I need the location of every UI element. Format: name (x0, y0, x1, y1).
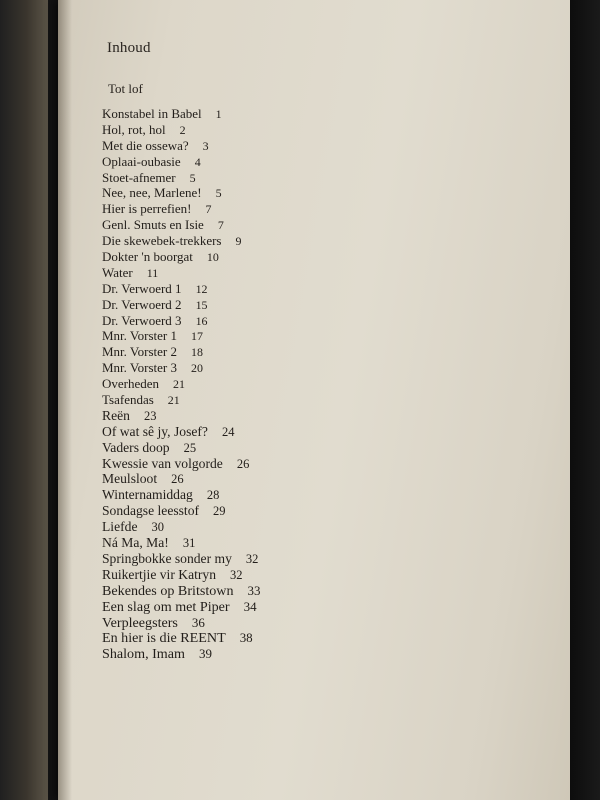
toc-entry-title: Tsafendas (102, 392, 154, 408)
toc-entry-title: Genl. Smuts en Isie (102, 217, 204, 233)
toc-entry-page-number: 4 (194, 154, 201, 169)
toc-entry-title: Dr. Verwoerd 1 (102, 280, 182, 296)
toc-entry-title: Ruikertjie vir Katryn (102, 566, 217, 582)
page-title: Inhoud (107, 40, 151, 56)
toc-entry (102, 360, 261, 376)
toc-entry-page-number: 21 (173, 377, 185, 392)
toc-entry-page-number: 11 (146, 265, 159, 280)
toc-entry-title: Liefde (102, 519, 138, 535)
toc-entry-title: Verpleegsters (102, 614, 178, 631)
toc-entry (102, 392, 261, 408)
section-heading: Tot lof (108, 81, 143, 96)
toc-entry (102, 551, 261, 567)
toc-entry (102, 154, 261, 170)
toc-entry-title: Hol, rot, hol (102, 121, 166, 137)
toc-entry-title: Die skewebek-trekkers (102, 233, 222, 249)
toc-entry-title: Stoet-afnemer (102, 169, 176, 185)
toc-entry-page-number: 15 (195, 297, 208, 312)
toc-entry-page-number: 7 (205, 202, 212, 217)
toc-entry-page-number: 26 (236, 456, 250, 471)
toc-entry (102, 233, 261, 249)
toc-entry-title: Oplaai-oubasie (102, 153, 181, 169)
toc-entry-title: Konstabel in Babel (102, 106, 202, 121)
toc-entry (102, 630, 261, 646)
toc-entry (102, 138, 261, 154)
background-strip (570, 0, 600, 800)
toc-entry-title: Met die ossewa? (102, 137, 189, 153)
toc-entry-title: Vaders doop (102, 439, 170, 455)
toc-entry (102, 503, 261, 519)
toc-entry (102, 599, 261, 615)
toc-entry-page-number: 30 (151, 520, 164, 535)
toc-entry-page-number: 5 (215, 186, 222, 201)
toc-entry-page-number: 17 (191, 329, 203, 344)
toc-entry-title: Nee, nee, Marlene! (102, 185, 202, 201)
toc-entry (102, 376, 261, 392)
toc-entry-title: Kwessie van volgorde (102, 455, 223, 471)
toc-entry-title: Mnr. Vorster 2 (102, 344, 177, 360)
toc-entry-title: Mnr. Vorster 3 (102, 360, 177, 376)
toc-entry-page-number: 29 (213, 504, 226, 519)
toc-entry (102, 249, 261, 265)
toc-entry-page-number: 26 (171, 472, 184, 487)
toc-entry (102, 106, 261, 122)
toc-entry-page-number: 18 (191, 345, 203, 360)
toc-entry-title: Overheden (102, 376, 160, 392)
toc-entry (102, 217, 261, 233)
toc-entry-title: Shalom, Imam (102, 646, 185, 663)
toc-entry-title: Of wat sê jy, Josef? (102, 423, 208, 439)
toc-entry-page-number: 5 (189, 170, 196, 185)
toc-entry (102, 265, 261, 281)
toc-entry-page-number: 34 (243, 598, 257, 614)
toc-entry (102, 583, 261, 599)
book-page (58, 0, 570, 800)
toc-entry-title: Een slag om met Piper (102, 598, 230, 615)
toc-entry-page-number: 38 (239, 630, 253, 646)
toc-entry (102, 456, 261, 472)
toc-entry-page-number: 2 (179, 122, 186, 137)
toc-entry-page-number: 3 (202, 138, 209, 153)
toc-entry-title: Dr. Verwoerd 2 (102, 296, 182, 312)
toc-entry (102, 297, 261, 313)
toc-entry-page-number: 36 (191, 614, 205, 630)
toc-entry (102, 615, 261, 631)
toc-entry (102, 535, 261, 551)
toc-entry-page-number: 7 (217, 218, 224, 233)
toc-entry (102, 408, 261, 424)
toc-entry (102, 487, 261, 503)
toc-entry-title: Mnr. Vorster 1 (102, 328, 177, 344)
toc-entry-title: Bekendes op Britstown (102, 582, 234, 599)
toc-entry-title: Meulsloot (102, 471, 158, 487)
toc-entry (102, 519, 261, 535)
toc-entry-page-number: 1 (215, 107, 222, 121)
table-of-contents (102, 106, 261, 662)
toc-entry-title: En hier is die REENT (102, 630, 226, 647)
toc-entry-page-number: 12 (195, 281, 208, 296)
toc-entry-page-number: 21 (167, 393, 180, 408)
toc-entry (102, 170, 261, 186)
toc-entry (102, 424, 261, 440)
toc-entry-title: Winternamiddag (102, 487, 193, 503)
toc-entry-page-number: 28 (206, 488, 220, 503)
toc-entry (102, 440, 261, 456)
toc-entry (102, 567, 261, 583)
toc-entry (102, 646, 261, 662)
toc-entry-title: Hier is perrefien! (102, 201, 192, 217)
toc-entry (102, 313, 261, 329)
toc-entry-title: Reën (102, 407, 130, 423)
toc-entry (102, 471, 261, 487)
page-gutter-shadow (58, 0, 72, 800)
toc-entry (102, 281, 261, 297)
adjacent-page-edge (0, 0, 48, 800)
toc-entry-title: Sondagse leesstof (102, 503, 200, 519)
toc-entry-page-number: 23 (143, 408, 157, 423)
toc-entry-page-number: 31 (182, 536, 196, 551)
toc-entry-title: Dr. Verwoerd 3 (102, 312, 182, 328)
toc-entry-page-number: 32 (245, 551, 259, 566)
toc-entry-title: Dokter 'n boorgat (102, 249, 193, 265)
toc-entry (102, 328, 261, 344)
toc-entry (102, 185, 261, 201)
toc-entry-page-number: 32 (230, 567, 243, 582)
toc-entry-page-number: 9 (235, 234, 242, 249)
toc-entry-page-number: 16 (195, 313, 208, 328)
toc-entry-page-number: 25 (183, 440, 197, 455)
toc-entry (102, 122, 261, 138)
toc-entry (102, 201, 261, 217)
toc-entry-page-number: 39 (199, 646, 212, 662)
toc-entry (102, 344, 261, 360)
toc-entry-title: Ná Ma, Ma! (102, 535, 169, 551)
toc-entry-page-number: 10 (206, 250, 219, 265)
toc-entry-page-number: 33 (247, 582, 261, 598)
toc-entry-title: Water (102, 264, 133, 280)
toc-entry-page-number: 20 (191, 361, 203, 376)
toc-entry-page-number: 24 (221, 424, 235, 439)
toc-entry-title: Springbokke sonder my (102, 550, 232, 566)
